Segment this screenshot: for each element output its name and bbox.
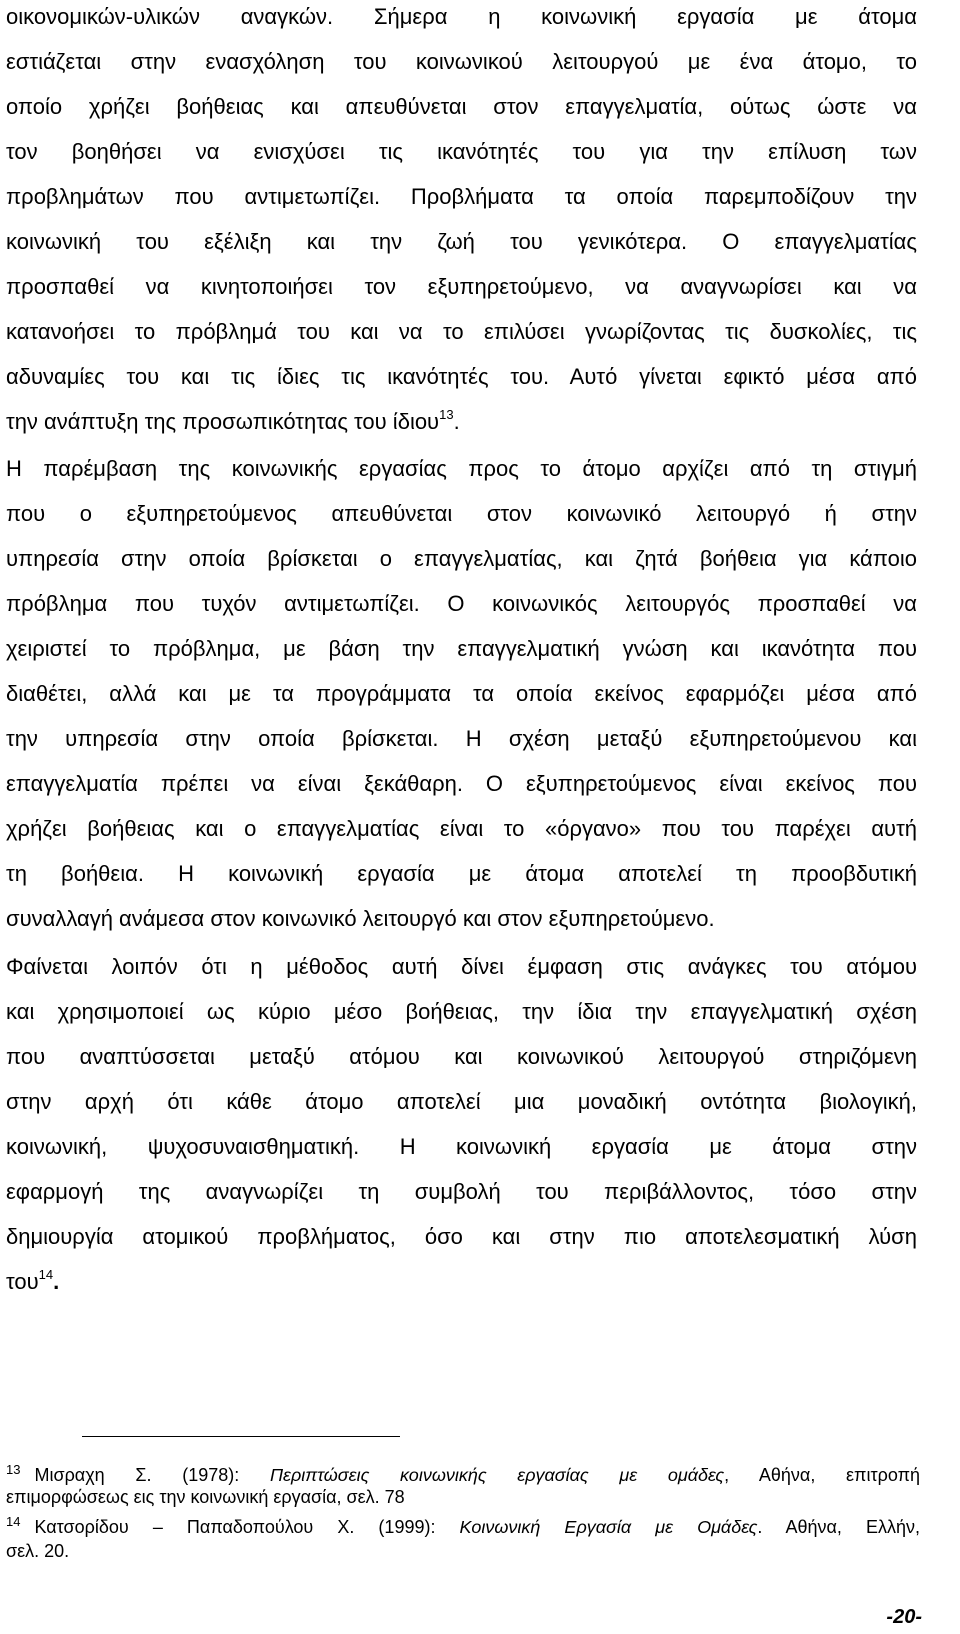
body-line: προσπαθεί να κινητοποιήσει τον εξυπηρετούμενο, να αναγνωρίσει και να (6, 274, 917, 299)
footnote-14-line2: σελ. 20. (6, 1541, 70, 1561)
body-line: την υπηρεσία στην οποία βρίσκεται. Η σχέση μεταξύ εξυπηρετούμενου και (6, 726, 917, 751)
body-line: κοινωνική, ψυχοσυναισθηματική. Η κοινωνική εργασία με άτομα στην (6, 1134, 917, 1159)
page-number: -20- (886, 1606, 922, 1628)
body-line: υπηρεσία στην οποία βρίσκεται ο επαγγελματίας, και ζητά βοήθεια για κάποιο (6, 546, 917, 571)
body-line-text: την ανάπτυξη της προσωπικότητας του ίδιου (6, 409, 440, 434)
footnote-publisher: , Αθήνα, επιτροπή (724, 1465, 921, 1485)
footnote-13 (6, 1464, 920, 1486)
body-line: πρόβλημα που τυχόν αντιμετωπίζει. Ο κοινωνικός λειτουργός προσπαθεί να (6, 591, 917, 616)
footnote-mark: 13 (6, 1462, 21, 1477)
body-line: κατανοήσει το πρόβλημά του και να το επιλύσει γνωρίζοντας τις δυσκολίες, τις (6, 319, 917, 344)
sentence-end: . (453, 409, 460, 434)
body-line: εστιάζεται στην ενασχόληση του κοινωνικού λειτουργού με ένα άτομο, το (6, 49, 917, 74)
body-line: εφαρμογή της αναγνωρίζει τη συμβολή του περιβάλλοντος, τόσο στην (6, 1179, 917, 1204)
body-line: οικονομικών-υλικών αναγκών. Σήμερα η κοινωνική εργασία με άτομα (6, 4, 917, 29)
body-line: που αναπτύσσεται μεταξύ ατόμου και κοινωνικού λειτουργού στηριζόμενη (6, 1044, 917, 1069)
body-line: διαθέτει, αλλά και με τα προγράμματα τα οποία εκείνος εφαρμόζει μέσα από (6, 681, 917, 706)
footnote-ref-13[interactable]: 13 (439, 406, 454, 422)
footnote-14 (6, 1516, 920, 1538)
body-line: συναλλαγή ανάμεσα στον κοινωνικό λειτουργό και στον εξυπηρετούμενο. (6, 906, 715, 931)
body-line: δημιουργία ατομικού προβλήματος, όσο και στην πιο αποτελεσματική λύση (6, 1224, 917, 1249)
footnote-ref-14[interactable]: 14 (38, 1266, 54, 1282)
footnote-publisher: . Αθήνα, Ελλήν, (757, 1517, 920, 1537)
body-line: κοινωνική του εξέλιξη και την ζωή του γενικότερα. Ο επαγγελματίας (6, 229, 917, 254)
sentence-end: . (53, 1269, 60, 1294)
footnote-author: Κατσορίδου – Παπαδοπούλου Χ. (1999): (34, 1517, 460, 1537)
body-line: επαγγελματία πρέπει να είναι ξεκάθαρη. Ο εξυπηρετούμενος είναι εκείνος που (6, 771, 917, 796)
body-line: αδυναμίες του και τις ίδιες τις ικανότητές του. Αυτό γίνεται εφικτό μέσα από (6, 364, 917, 389)
body-line: και χρησιμοποιεί ως κύριο μέσο βοήθειας, την ίδια την επαγγελματική σχέση (6, 999, 917, 1024)
footnote-mark: 14 (6, 1514, 21, 1529)
footnote-13-line2: επιμορφώσεως εις την κοινωνική εργασία, σελ. 78 (6, 1487, 405, 1507)
body-line-with-footnote-ref (6, 1267, 917, 1297)
body-line: Η παρέμβαση της κοινωνικής εργασίας προς το άτομο αρχίζει από τη στιγμή (6, 456, 917, 481)
body-line: προβλημάτων που αντιμετωπίζει. Προβλήματα τα οποία παρεμποδίζουν την (6, 184, 917, 209)
body-line: που ο εξυπηρετούμενος απευθύνεται στον κοινωνικό λειτουργό ή στην (6, 501, 917, 526)
body-line: χειριστεί το πρόβλημα, με βάση την επαγγελματική γνώση και ικανότητα που (6, 636, 917, 661)
body-line: χρήζει βοήθειας και ο επαγγελματίας είναι το «όργανο» που του παρέχει αυτή (6, 816, 917, 841)
footnote-author: Μισραχη Σ. (1978): (34, 1465, 270, 1485)
footnote-title: Κοινωνική Εργασία με Ομάδες (459, 1517, 758, 1537)
footnote-separator (82, 1436, 400, 1437)
footnote-title: Περιπτώσεις κοινωνικής εργασίας με ομάδες (269, 1465, 725, 1485)
body-line: στην αρχή ότι κάθε άτομο αποτελεί μια μοναδική οντότητα βιολογική, (6, 1089, 917, 1114)
body-line: Φαίνεται λοιπόν ότι η μέθοδος αυτή δίνει έμφαση στις ανάγκες του ατόμου (6, 954, 917, 979)
body-line-text: του (6, 1269, 39, 1294)
body-line: τον βοηθήσει να ενισχύσει τις ικανότητές του για την επίλυση των (6, 139, 917, 164)
body-line: τη βοήθεια. Η κοινωνική εργασία με άτομα αποτελεί τη προοβδυτική (6, 861, 917, 886)
body-line-with-footnote-ref (6, 407, 917, 437)
body-line: οποίο χρήζει βοήθειας και απευθύνεται στον επαγγελματία, ούτως ώστε να (6, 94, 917, 119)
